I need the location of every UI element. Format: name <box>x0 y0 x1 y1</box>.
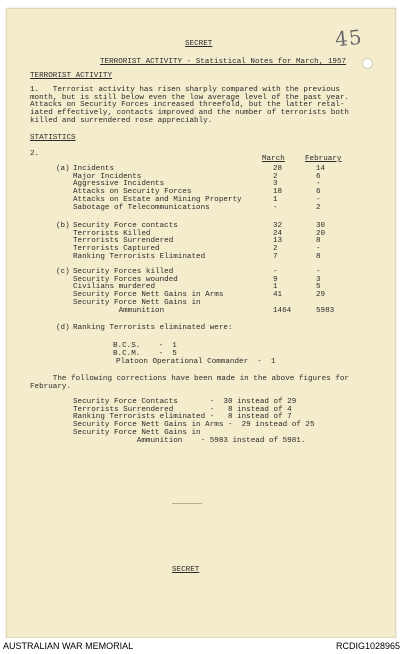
group-label: (c) <box>56 268 70 276</box>
punch-hole <box>362 58 373 69</box>
stamp-mark <box>172 503 202 504</box>
archive-footer <box>0 638 403 654</box>
stat-item: Attacks on Estate and Mining Property <box>73 195 242 204</box>
paragraph-number: 2. <box>30 150 40 158</box>
stat-item: Sabotage of Telecommunications <box>73 203 210 212</box>
stat-february-value: 3 <box>316 275 321 284</box>
stat-march-value: - <box>273 268 278 276</box>
ranking-item: Platoon Operational Commander - 1 <box>116 358 276 366</box>
stat-march-value: 1 <box>273 283 278 292</box>
stat-item: Terrorists Surrendered <box>73 237 174 246</box>
corrections-intro: The following corrections have been made in the above figures for <box>30 375 349 383</box>
stat-february-value: 29 <box>316 291 326 300</box>
paragraph-line: month, but is still below even the low average level of the past year. <box>30 93 349 102</box>
classification-bottom: SECRET <box>172 566 200 574</box>
group-label-d: (d) <box>56 324 70 332</box>
document-title: TERRORIST ACTIVITY - Statistical Notes for March, 1957 <box>100 58 347 66</box>
correction-line: Ranking Terrorists eliminated - 8 instead of 7 <box>73 413 292 422</box>
stat-february-value: 2 <box>316 203 321 212</box>
group-label: (a) <box>56 165 70 173</box>
stat-item: Ammunition <box>73 306 165 315</box>
stat-march-value: 18 <box>273 188 283 197</box>
stat-march-value: 41 <box>273 291 283 300</box>
paragraph-line: 1. Terrorist activity has risen sharply compared with the previous <box>30 86 340 94</box>
paragraph-line: killed and surrendered rose appreciably. <box>30 116 213 125</box>
stat-february-value: 6 <box>316 172 321 181</box>
stat-march-value: 28 <box>273 165 283 173</box>
stat-march-value: 7 <box>273 252 278 261</box>
handwritten-number: 45 <box>333 24 364 52</box>
stat-march-value: - <box>273 203 278 212</box>
stat-february-value: - <box>316 180 321 189</box>
stat-march-value: 1464 <box>273 306 292 315</box>
stat-march-value: 24 <box>273 229 283 238</box>
stat-item: Ranking Terrorists Eliminated <box>73 252 206 261</box>
archive-reference: RCDIG1028965 <box>335 641 400 651</box>
stat-february-value: 6 <box>316 188 321 197</box>
stat-item: Aggressive Incidents <box>73 180 165 189</box>
stat-item: Terrorists Killed <box>73 229 151 238</box>
stat-march-value: 9 <box>273 275 278 284</box>
stat-march-value: 13 <box>273 237 283 246</box>
paragraph-line: Attacks on Security Forces increased threefold, but the latter retal- <box>30 101 345 110</box>
stat-march-value: 2 <box>273 245 278 254</box>
section-heading-activity: TERRORIST ACTIVITY <box>30 72 113 80</box>
stat-item: Major Incidents <box>73 172 142 181</box>
correction-line: Security Force Nett Gains in Arms - 29 instead of 25 <box>73 421 315 430</box>
stat-february-value: 5 <box>316 283 321 292</box>
correction-line: Security Force Nett Gains in <box>73 428 201 437</box>
correction-line: Security Force Contacts - 30 instead of 29 <box>73 398 297 406</box>
stat-march-value: 3 <box>273 180 278 189</box>
stat-february-value: 14 <box>316 165 326 173</box>
stat-february-value: - <box>316 195 321 204</box>
stat-february-value: 30 <box>316 222 326 230</box>
corrections-intro-cont: February. <box>30 383 72 391</box>
stat-march-value: 32 <box>273 222 283 230</box>
group-d-text: Ranking Terrorists eliminated were: <box>73 324 233 332</box>
stat-february-value: - <box>316 268 321 276</box>
stat-item: Civilians murdered <box>73 283 156 292</box>
paragraph-line: iated effectively, contacts improved and the number of terrorists both <box>30 109 349 118</box>
stat-february-value: 8 <box>316 252 321 261</box>
classification-top: SECRET <box>185 40 213 48</box>
stat-item: Security Force Nett Gains in Arms <box>73 291 224 300</box>
stat-february-value: 5983 <box>316 306 335 315</box>
stat-item: Security Forces killed <box>73 268 174 276</box>
stat-item: Security Force contacts <box>73 222 178 230</box>
correction-line: Terrorists Surrendered - 8 instead of 4 <box>73 405 292 414</box>
stat-february-value: - <box>316 245 321 254</box>
stat-march-value: 1 <box>273 195 278 204</box>
stat-february-value: 8 <box>316 237 321 246</box>
archive-name: AUSTRALIAN WAR MEMORIAL <box>3 641 134 651</box>
stat-march-value: 2 <box>273 172 278 181</box>
column-header-march: March <box>262 155 285 163</box>
group-label: (b) <box>56 222 70 230</box>
correction-line: Ammunition - 5983 instead of 5981. <box>73 436 306 445</box>
column-header-february: February <box>305 155 342 163</box>
ranking-item: B.C.S. - 1 <box>113 342 177 350</box>
section-heading-statistics: STATISTICS <box>30 134 76 142</box>
stat-item: Security Force Nett Gains in <box>73 298 201 307</box>
stat-item: Attacks on Security Forces <box>73 188 192 197</box>
ranking-item: B.C.M. - 5 <box>113 350 177 358</box>
stat-item: Terrorists Captured <box>73 245 160 254</box>
stat-item: Incidents <box>73 165 115 173</box>
stat-item: Security Forces wounded <box>73 275 178 284</box>
stat-february-value: 20 <box>316 229 326 238</box>
